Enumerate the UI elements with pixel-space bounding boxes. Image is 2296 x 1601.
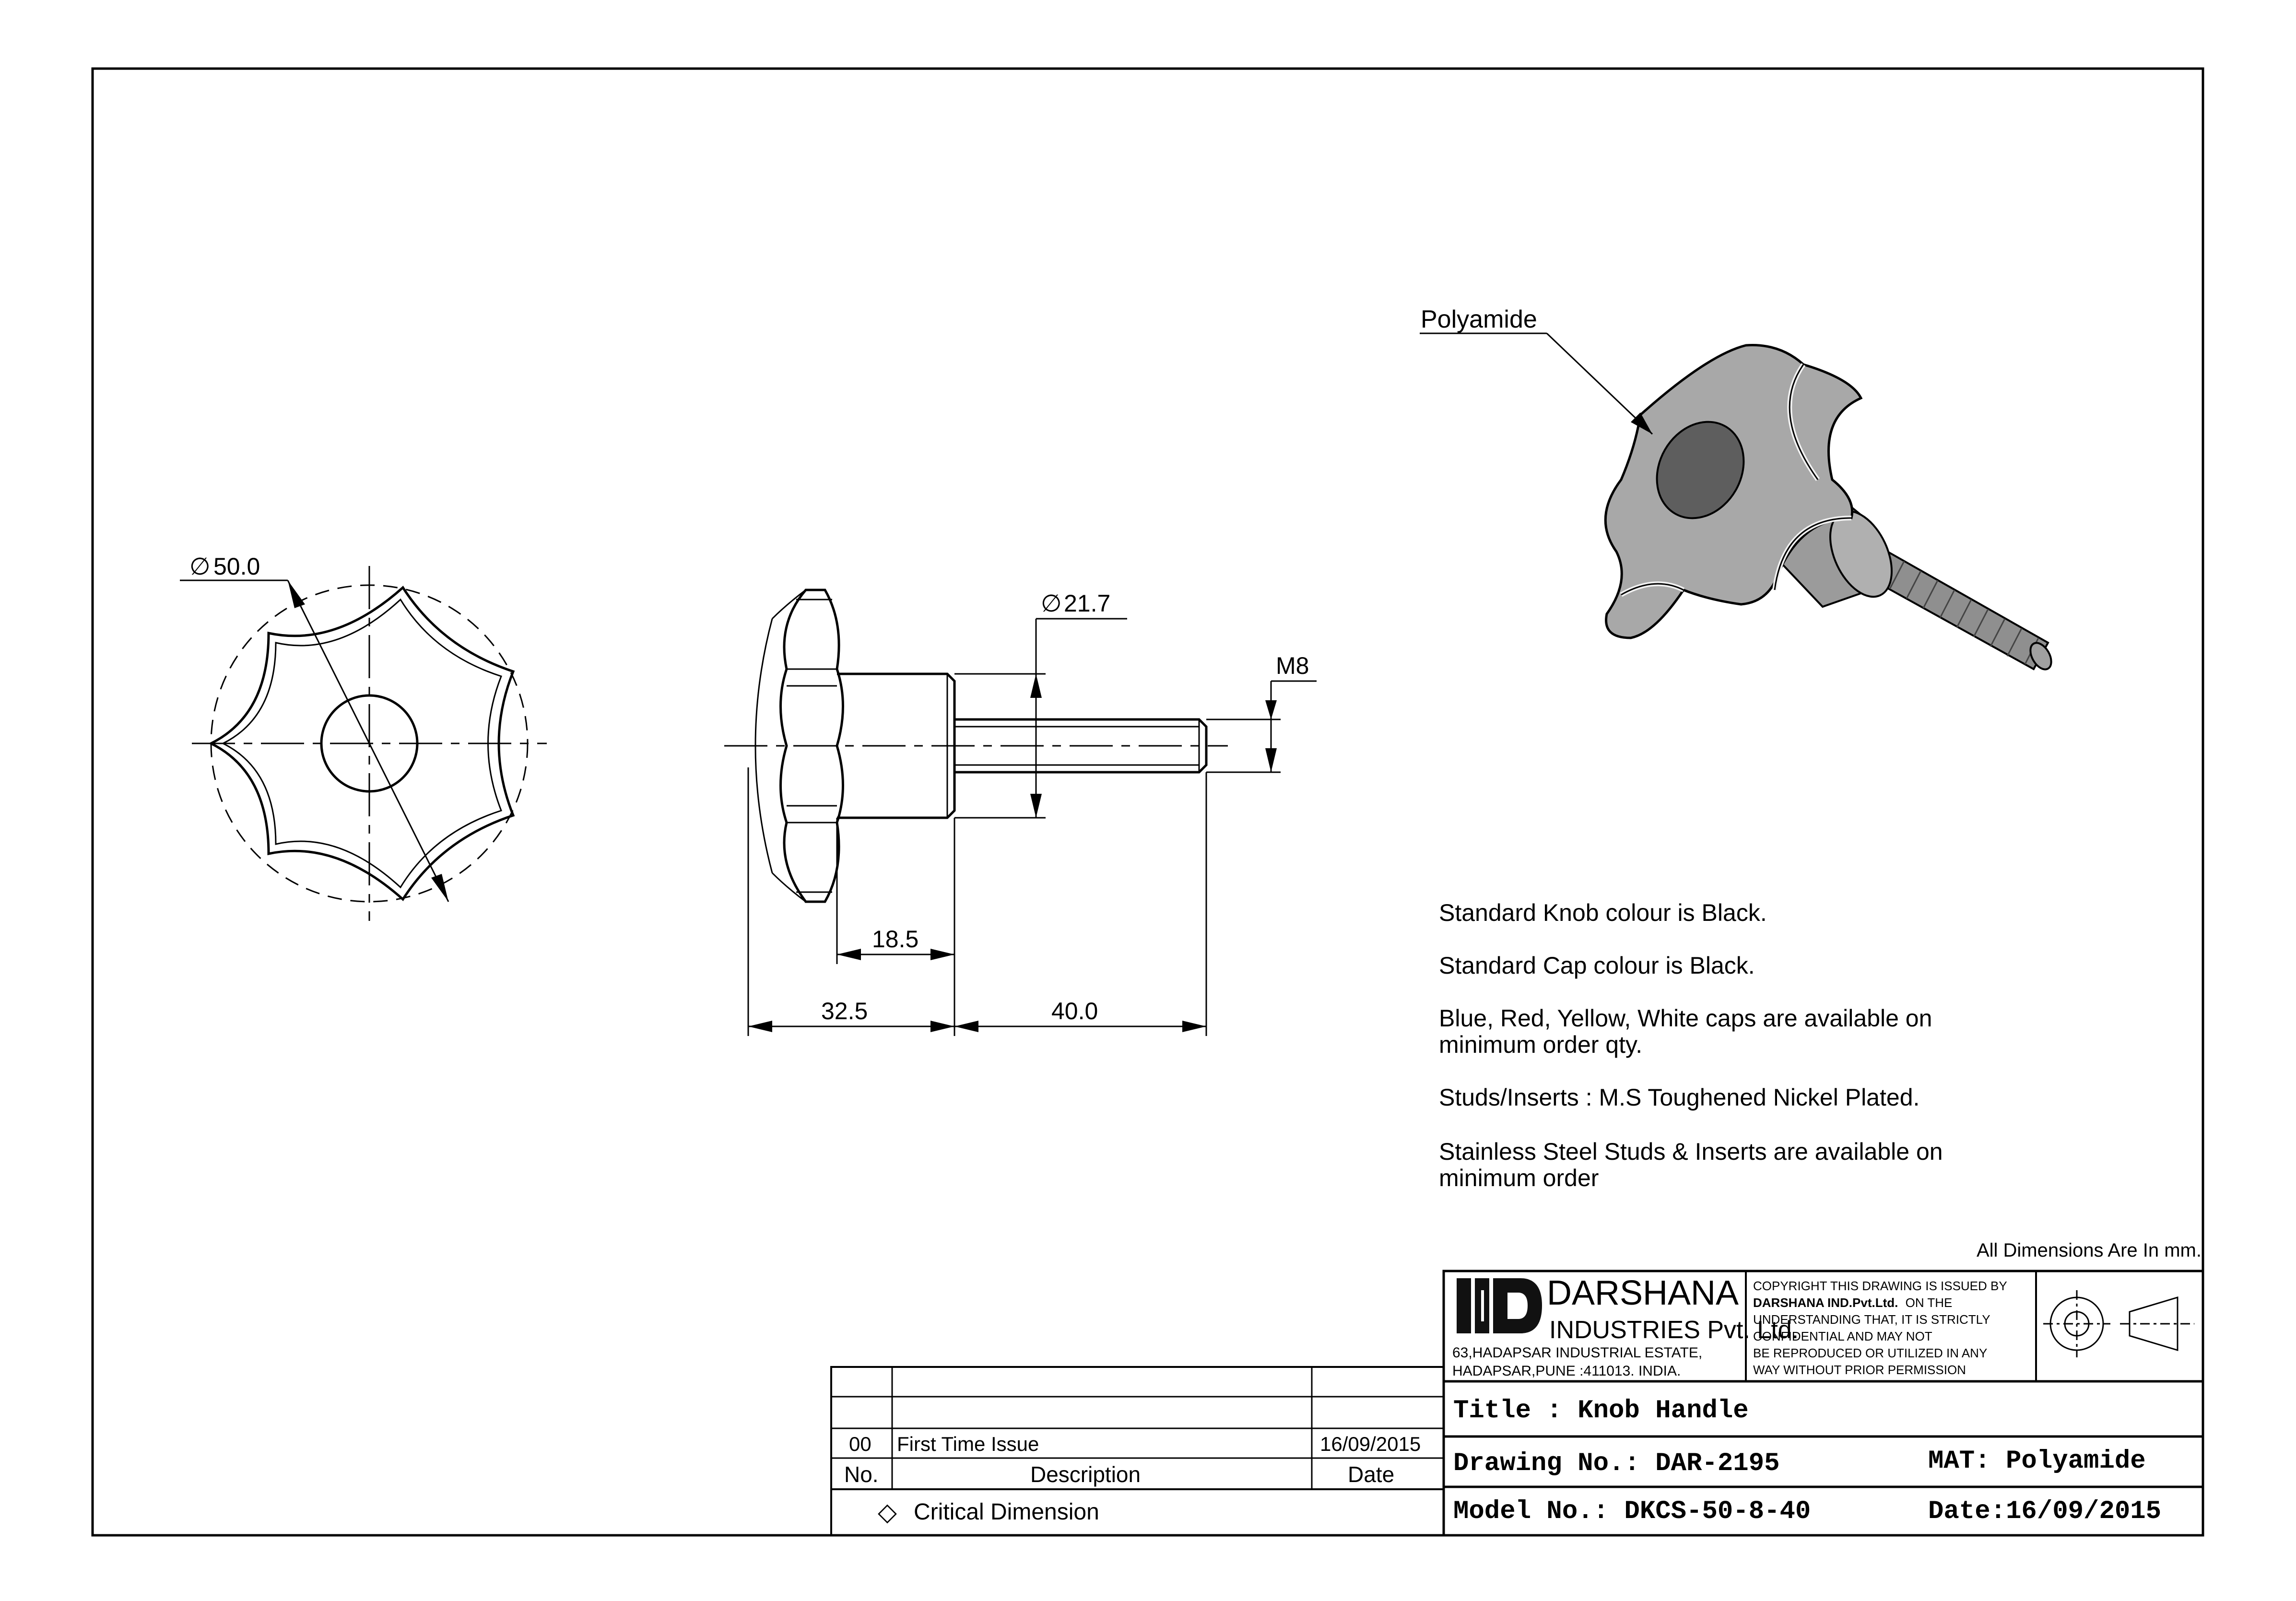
drawing-title: Title : Knob Handle <box>1453 1396 1749 1425</box>
front-view <box>180 553 547 921</box>
dim-knob-length: 32.5 <box>821 998 868 1024</box>
units-note: All Dimensions Are In mm. <box>1976 1240 2202 1261</box>
drawing-material: MAT: Polyamide <box>1928 1447 2146 1476</box>
note-caps-available-2: minimum order qty. <box>1439 1031 1643 1058</box>
note-cap-colour: Standard Cap colour is Black. <box>1439 952 1755 979</box>
projection-symbol-icon <box>2043 1290 2194 1357</box>
dim-thread: M8 <box>1276 652 1309 679</box>
drawing-number: Drawing No.: DAR-2195 <box>1453 1449 1780 1478</box>
copyright-line-5: BE REPRODUCED OR UTILIZED IN ANY <box>1753 1346 1988 1360</box>
revision-header-description: Description <box>1030 1462 1141 1487</box>
copyright-line-3: UNDERSTANDING THAT, IT IS STRICTLY <box>1753 1312 1990 1327</box>
copyright-line-2-tail: ON THE <box>1905 1295 1953 1310</box>
dim-knob-diameter-symbol: ∅ <box>189 553 211 580</box>
dim-boss-length: 18.5 <box>872 926 919 953</box>
isometric-view <box>1420 306 2056 673</box>
revision-header-date: Date <box>1348 1462 1395 1487</box>
copyright-line-4: CONFIDENTIAL AND MAY NOT <box>1753 1329 1932 1343</box>
notes <box>1439 899 1943 1191</box>
note-studs-inserts: Studs/Inserts : M.S Toughened Nickel Plated. <box>1439 1084 1920 1111</box>
note-knob-colour: Standard Knob colour is Black. <box>1439 899 1767 926</box>
model-number: Model No.: DKCS-50-8-40 <box>1453 1497 1811 1526</box>
title-block <box>1444 1240 2203 1535</box>
copyright-company: DARSHANA IND.Pvt.Ltd. <box>1753 1295 1898 1310</box>
company-logo <box>1457 1278 1542 1333</box>
drawing-date: Date:16/09/2015 <box>1928 1497 2162 1526</box>
company-address-2: HADAPSAR,PUNE :411013. INDIA. <box>1452 1363 1681 1379</box>
critical-dimension-label: Critical Dimension <box>914 1499 1099 1525</box>
dim-stud-length: 40.0 <box>1051 998 1098 1024</box>
dim-boss-diameter: 21.7 <box>1064 590 1111 617</box>
company-name: DARSHANA <box>1547 1274 1739 1312</box>
company-subname: INDUSTRIES Pvt. Ltd. <box>1549 1316 1799 1344</box>
dim-boss-diameter-symbol: ∅ <box>1041 590 1062 617</box>
note-stainless-2: minimum order <box>1439 1165 1599 1191</box>
svg-text:DARSHANA IND.Pvt.Ltd. <box>1753 1295 1952 1310</box>
company-address-1: 63,HADAPSAR INDUSTRIAL ESTATE, <box>1452 1345 1703 1361</box>
revision-header-no: No. <box>844 1462 879 1487</box>
revision-date: 16/09/2015 <box>1320 1433 1421 1455</box>
material-callout: Polyamide <box>1421 306 1537 333</box>
note-stainless: Stainless Steel Studs & Inserts are available on <box>1439 1138 1943 1165</box>
note-caps-available: Blue, Red, Yellow, White caps are available on <box>1439 1005 1932 1032</box>
dim-knob-diameter: 50.0 <box>213 553 260 580</box>
critical-dimension-icon: ◇ <box>878 1498 897 1526</box>
revision-table <box>831 1367 1444 1535</box>
copyright-line-6: WAY WITHOUT PRIOR PERMISSION <box>1753 1363 1966 1377</box>
revision-description: First Time Issue <box>897 1433 1039 1455</box>
side-view <box>724 590 1317 1036</box>
revision-no: 00 <box>849 1433 871 1455</box>
copyright-line-1: COPYRIGHT THIS DRAWING IS ISSUED BY <box>1753 1279 2007 1293</box>
revision-row <box>849 1433 1421 1455</box>
